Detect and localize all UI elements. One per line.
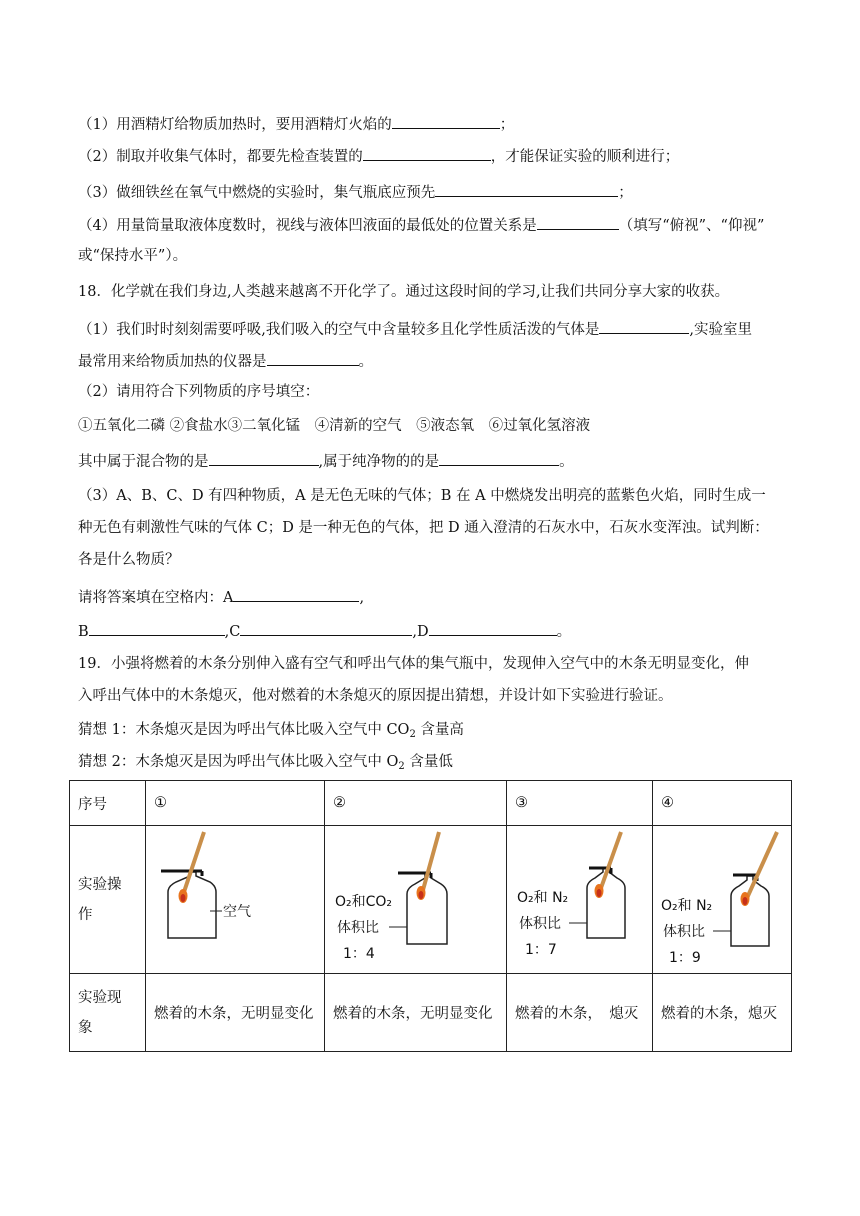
volume-ratio-label: 体积比: [663, 924, 705, 940]
ratio-value-1-9: 1：9: [669, 950, 701, 966]
q17-item2: （2）制取并收集气体时，都要先检查装置的 ，才能保证实验的顺利进行；: [78, 145, 679, 167]
answer-blank[interactable]: [267, 350, 359, 366]
column-3-marker: ③: [507, 781, 653, 826]
q17-item3: （3）做细铁丝在氧气中燃烧的实验时，集气瓶底应预先 ；: [78, 181, 633, 203]
gas-jar-o2-n2-1-7-diagram: [507, 826, 652, 973]
header-operation: 实验操作: [70, 826, 146, 974]
answer-blank[interactable]: [435, 181, 618, 197]
column-1-marker: ①: [146, 781, 325, 826]
table-row-sequence: [70, 781, 792, 826]
header-phenomenon: 实验现象: [70, 974, 146, 1052]
q19-guess2: 猜想 2：木条熄灭是因为呼出气体比吸入空气中 $O_2$ 含量低: [78, 754, 453, 772]
q18-part3-line2: 种无色有刺激性气味的气体 C；D 是一种无色的气体，把 D 通入澄清的石灰水中，石灰水变浑浊。试判断：: [78, 520, 769, 536]
o2-n2-label: O₂和 N₂: [517, 890, 569, 906]
ratio-value-1-4: 1：4: [343, 946, 375, 962]
q18-intro: 18．化学就在我们身边,人类越来越离不开化学了。通过这段时间的学习,让我们共同分享大家的收获。: [78, 284, 730, 300]
q19-line1: 19．小强将燃着的木条分别伸入盛有空气和呼出气体的集气瓶中，发现伸入空气中的木条无明显变化，伸: [78, 656, 749, 672]
answer-blank[interactable]: [439, 450, 559, 466]
answer-blank[interactable]: [599, 318, 689, 334]
table-row-operation: [70, 826, 792, 974]
air-label: 空气: [223, 904, 251, 920]
q17-item4: （4）用量筒量取液体度数时，视线与液体凹液面的最低处的位置关系是 （填写“俯视”、“仰视”: [78, 214, 764, 236]
phenomenon-3: 燃着的木条， 熄灭: [507, 974, 653, 1052]
apparatus-cell-3: [507, 826, 653, 974]
q19-line2: 入呼出气体中的木条熄灭，他对燃着的木条熄灭的原因提出猜想，并设计如下实验进行验证。: [78, 688, 673, 704]
apparatus-cell-4: [653, 826, 792, 974]
gas-jar-o2-co2-diagram: [325, 826, 506, 973]
apparatus-cell-1: [146, 826, 325, 974]
q18-mixture-line: 其中属于混合物的是 ,属于纯净物的的是 。: [78, 450, 574, 472]
q18-part2: （2）请用符合下列物质的序号填空：: [78, 384, 320, 400]
q18-answer-bcd: B ,C ,D 。: [78, 620, 571, 642]
answer-blank[interactable]: [363, 145, 491, 161]
column-2-marker: ②: [325, 781, 507, 826]
q18-substances: ①五氧化二磷 ②食盐水③二氧化锰 ④清新的空气 ⑤液态氧 ⑥过氧化氢溶液: [78, 418, 591, 434]
gas-jar-air-diagram: [146, 826, 324, 973]
q18-part3-line3: 各是什么物质？: [78, 552, 180, 568]
ratio-value-1-7: 1：7: [525, 942, 557, 958]
answer-blank[interactable]: [89, 620, 225, 636]
volume-ratio-label: 体积比: [519, 916, 561, 932]
q18-part1-line1: （1）我们时时刻刻需要呼吸,我们吸入的空气中含量较多且化学性质活泼的气体是 ,实验室里: [78, 318, 752, 340]
q17-item4-cont: 或“保持水平”）。: [78, 248, 188, 264]
phenomenon-4: 燃着的木条，熄灭: [653, 974, 792, 1052]
o2-co2-label: O₂和CO₂: [335, 894, 393, 910]
answer-blank[interactable]: [392, 113, 500, 129]
apparatus-cell-2: [325, 826, 507, 974]
q19-guess1: 猜想 1：木条熄灭是因为呼出气体比吸入空气中 $CO_2$ 含量高: [78, 722, 464, 740]
column-4-marker: ④: [653, 781, 792, 826]
o2-n2-label: O₂和 N₂: [661, 898, 713, 914]
gas-jar-o2-n2-1-9-diagram: [653, 826, 791, 973]
q18-part1-line2: 最常用来给物质加热的仪器是 。: [78, 350, 373, 372]
answer-blank[interactable]: [209, 450, 319, 466]
table-row-phenomenon: [70, 974, 792, 1052]
answer-blank[interactable]: [429, 620, 557, 636]
answer-blank[interactable]: [240, 620, 412, 636]
answer-blank[interactable]: [537, 214, 619, 230]
volume-ratio-label: 体积比: [337, 920, 379, 936]
phenomenon-2: 燃着的木条，无明显变化: [325, 974, 507, 1052]
answer-blank[interactable]: [233, 586, 359, 602]
q18-part3-line1: （3）A、B、C、D 有四种物质，A 是无色无味的气体；B 在 A 中燃烧发出明亮的蓝紫色火焰，同时生成一: [78, 488, 766, 504]
q18-answer-a: 请将答案填在空格内：A ,: [78, 586, 364, 608]
header-sequence: 序号: [70, 781, 146, 826]
q17-item1: （1）用酒精灯给物质加热时，要用酒精灯火焰的 ；: [78, 113, 514, 135]
experiment-table: [69, 780, 792, 1052]
phenomenon-1: 燃着的木条，无明显变化: [146, 974, 325, 1052]
